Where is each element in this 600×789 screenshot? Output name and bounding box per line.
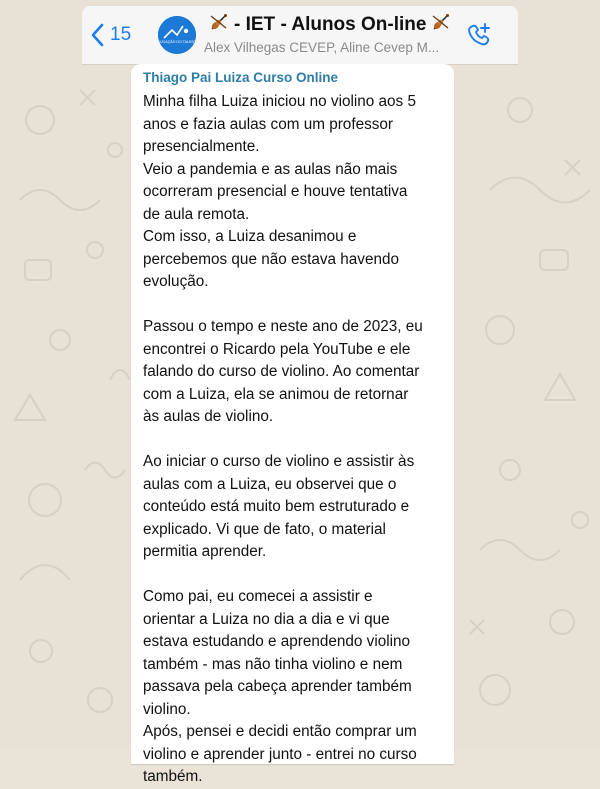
message-line: falando do curso de violino. Ao comentar bbox=[143, 363, 420, 380]
message-bubble[interactable] bbox=[131, 64, 454, 785]
message-line: ocorreram presencial e houve tentativa bbox=[143, 183, 408, 200]
message-line: também. bbox=[143, 768, 203, 785]
message-line: explicado. Vi que de fato, o material bbox=[143, 520, 386, 538]
message-line: orientar a Luiza no dia a dia e vi que bbox=[143, 610, 390, 628]
message-line: conteúdo está muito bem estruturado e bbox=[143, 498, 410, 515]
message-line: Minha filha Luiza iniciou no violino aos 5 bbox=[143, 93, 416, 110]
chat-participants: Alex Vilhegas CEVEP, Aline Cevep M... bbox=[204, 40, 440, 55]
message-line: aulas com a Luiza, eu observei que o bbox=[143, 475, 397, 493]
avatar-text: EDUCAÇÃO DO TALENTO bbox=[155, 40, 199, 44]
chat-title bbox=[204, 13, 454, 37]
message-line: também - mas não tinha violino e nem bbox=[143, 655, 403, 673]
message-line: anos e fazia aulas com um professor bbox=[143, 115, 393, 133]
message-line: encontrei o Ricardo pela YouTube e ele bbox=[143, 340, 411, 358]
violin-icon bbox=[209, 12, 229, 38]
message-line: às aulas de violino. bbox=[143, 408, 274, 425]
message-line: com a Luiza, ela se animou de retornar bbox=[143, 385, 409, 403]
blank-line bbox=[143, 294, 449, 317]
message-line: violino. bbox=[143, 700, 191, 718]
message-line: de aula remota. bbox=[143, 205, 250, 223]
message-line: percebemos que não estava havendo bbox=[143, 250, 399, 268]
blank-line bbox=[143, 564, 449, 587]
back-button[interactable] bbox=[90, 20, 131, 50]
group-logo bbox=[155, 16, 199, 54]
message-line: Após, pensei e decidi então comprar um bbox=[143, 723, 417, 740]
add-user-icon bbox=[464, 20, 494, 50]
chevron-left-icon bbox=[90, 23, 104, 47]
chat-info[interactable] bbox=[204, 13, 454, 55]
message-line: presencialmente. bbox=[143, 138, 260, 155]
message-line: Com isso, a Luiza desanimou e bbox=[143, 228, 357, 245]
add-participant-button[interactable] bbox=[464, 20, 494, 50]
message-line: violino e aprender junto - entrei no curso bbox=[143, 745, 417, 763]
chat-title-text: - IET - Alunos On-line bbox=[234, 14, 427, 35]
message-line: Ao iniciar o curso de violino e assistir às bbox=[143, 453, 415, 470]
message-text bbox=[143, 91, 449, 789]
blank-line bbox=[143, 429, 449, 452]
message-line: passava pela cabeça aprender também bbox=[143, 678, 412, 695]
message-line: Como pai, eu comecei a assistir e bbox=[143, 588, 373, 605]
chat-header bbox=[82, 6, 518, 64]
message-line: Veio a pandemia e as aulas não mais bbox=[143, 160, 398, 178]
message-line: evolução. bbox=[143, 273, 209, 290]
message-line: permitia aprender. bbox=[143, 543, 267, 560]
unread-count: 15 bbox=[110, 24, 132, 45]
message-line: Passou o tempo e neste ano de 2023, eu bbox=[143, 318, 423, 335]
group-avatar[interactable] bbox=[155, 16, 199, 54]
sender-name[interactable]: Thiago Pai Luiza Curso Online bbox=[143, 70, 339, 85]
violin-icon bbox=[431, 12, 451, 38]
message-line: estava estudando e aprendendo violino bbox=[143, 633, 411, 650]
